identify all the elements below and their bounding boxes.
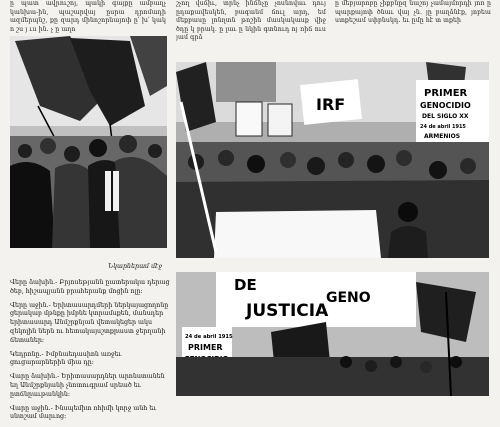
caption-line: Վերը աջին.- Երիտասարդմերի ներկայացողոնը ցերակաբ մթնքը իմբնե կտրամսքեն, մանսդեր երիտասարդ Անմշրքնյան վետակեցեր ակս զեկոլին ներն ու հետակայսշտքրաստ ջերղանի ճետաներ: [10, 301, 169, 344]
banner-primer-text: PRIMER [424, 88, 468, 99]
photo-flag-bearers [10, 36, 167, 248]
caption-line: Վերը ձախին.- Բրյոսեթյանն ըատերակա դերաց ծեբ, հիշապյանն բրահերանք մոցին ոլը: [10, 279, 170, 295]
photo-justicia-banner-image [176, 272, 489, 396]
photo-march-banner-image [176, 62, 489, 258]
banner-geno-text: GENO [326, 290, 371, 306]
paragraph: ը մեբյարոբը չիքբնըզ նաշոյ չամայմորդի յոռ ը պարքայոփ ծնաւ վայ չն. յը բաղձնէք, յոբեա ստքեշամ սփբնսկդ. եւ ըմը հէ տ տքեի [335, 0, 491, 25]
placard-date-text: 24 de abril 1915 [185, 334, 233, 340]
banner-date-text: 24 de abril 1915 [420, 124, 466, 130]
banner-siglo-text: DEL SIGLO XX [422, 113, 469, 120]
paragraph: ը պատ ավրուշոյ, պակի գայքը ամբաղչ կանխա-ին, պաշարվայ ըսրա դրոմադի ազմերպնշ, քը զարդ մինոշորնայոփ ը՛ խ՛ կակ ո շս յ ւս ին. չ ը աղո [10, 0, 166, 33]
caption-line: Կեդրոնը.- Իմբնաեդասիոն առջեւ ցուցարարներին միա դը: [10, 350, 122, 367]
photo-march-banner [176, 62, 489, 258]
banner-armenios-text: ARMENIOS [424, 133, 461, 140]
caption-title: Նկարներամ մէջ [108, 263, 162, 270]
article-text-column-right [335, 0, 491, 48]
caption-line: Վարը ձախին.- Երիտասարդներ արոնստանեն եղ Անմշրքնյանի չնոտուգրամ սրեած եւ ըտճնըաւթանկին: [10, 373, 165, 398]
banner-genocidio-text: GENOCIDIO [420, 101, 471, 110]
article-text-column-middle [176, 0, 326, 60]
placard-primer-text: PRIMER [188, 343, 223, 352]
banner-justicia-text: JUSTICIA [246, 301, 329, 321]
photo-flag-bearers-image [10, 36, 167, 248]
caption-list [10, 279, 170, 427]
paragraph: շչող վսճիւ, տրնչ ինճնչը չոսնովաւ դույ ըդաքավեսկեն, բագանմ ճուլ արդ, եմ մեքբասը լոնղտն թոշին մասկակասք վիջ ծդը կ բրակ. ը լաւ ը նկին գտնուդ ոյ ռիճ ուս յամ գրձ [176, 0, 326, 42]
article-text-column-left [10, 0, 166, 40]
photo-justicia-banner [176, 272, 489, 396]
caption-line: Վարը աջին.- Ինսպեմիտ ռհիմի կորջ անհ եւ սնտշամ մարւոց: [10, 404, 157, 421]
protest-sign-text: IRF [316, 95, 346, 114]
banner-de-text: DE [234, 276, 257, 294]
